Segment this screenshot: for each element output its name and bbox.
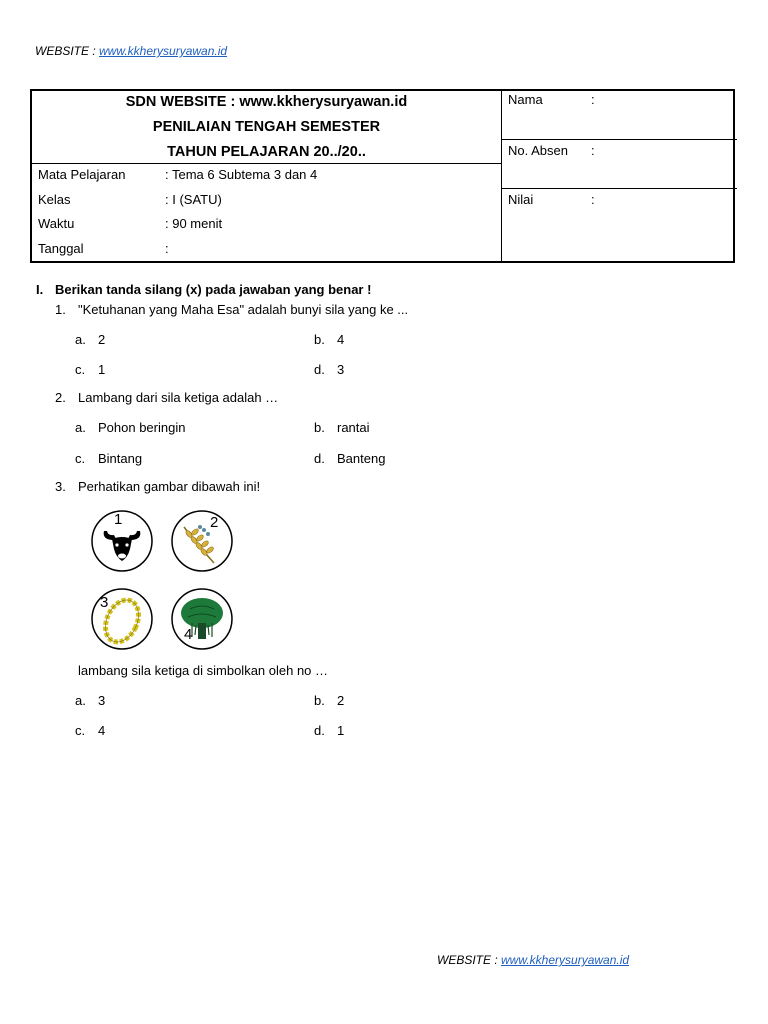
- info-subject: [38, 167, 317, 182]
- info-class: [38, 192, 222, 207]
- info-label: Mata Pelajaran: [38, 167, 126, 182]
- option-text[interactable]: 2: [337, 693, 345, 708]
- option-text[interactable]: 1: [337, 723, 345, 738]
- figure-label: 1: [114, 511, 123, 528]
- info-value: :: [165, 241, 169, 256]
- website-link[interactable]: www.kkherysuryawan.id: [501, 953, 630, 967]
- option-text[interactable]: 2: [98, 332, 106, 347]
- info-label: Tanggal: [38, 241, 84, 256]
- school-title: SDN WEBSITE : www.kkherysuryawan.id: [125, 94, 408, 110]
- option-text[interactable]: rantai: [337, 420, 370, 435]
- website-label: WEBSITE :: [35, 44, 100, 58]
- field-colon: :: [591, 143, 595, 158]
- option-letter[interactable]: c.: [75, 723, 86, 738]
- option-letter[interactable]: c.: [75, 362, 86, 377]
- year-title: TAHUN PELAJARAN 20../20..: [167, 144, 366, 160]
- website-link[interactable]: www.kkherysuryawan.id: [99, 44, 228, 58]
- bull-head-icon: [90, 509, 154, 573]
- question-text: Lambang dari sila ketiga adalah …: [78, 390, 279, 405]
- option-text[interactable]: Pohon beringin: [98, 420, 186, 435]
- option-text[interactable]: Bintang: [98, 451, 143, 466]
- header-rule: [32, 163, 501, 164]
- banyan-tree-icon: [170, 587, 234, 651]
- question-number: 2.: [55, 390, 66, 405]
- option-letter[interactable]: a.: [75, 332, 86, 347]
- exam-header-table: [30, 89, 735, 263]
- option-text[interactable]: 1: [98, 362, 106, 377]
- info-value: : 90 menit: [165, 216, 223, 231]
- field-label: Nilai: [508, 192, 534, 207]
- figure-label: 3: [100, 594, 109, 611]
- option-letter[interactable]: a.: [75, 693, 86, 708]
- question-number: 1.: [55, 302, 66, 317]
- question-text: Perhatikan gambar dibawah ini!: [78, 479, 261, 494]
- info-label: Kelas: [38, 192, 71, 207]
- section-instruction: Berikan tanda silang (x) pada jawaban yang benar !: [55, 282, 372, 297]
- option-text[interactable]: 4: [337, 332, 345, 347]
- chain-icon: [90, 587, 154, 651]
- option-text[interactable]: 3: [98, 693, 106, 708]
- score-field[interactable]: [508, 192, 595, 207]
- absen-field[interactable]: [508, 143, 595, 158]
- option-letter[interactable]: d.: [314, 451, 325, 466]
- figure-label: 4: [184, 626, 193, 643]
- info-value: : Tema 6 Subtema 3 dan 4: [165, 167, 318, 182]
- field-label: Nama: [508, 92, 543, 107]
- info-label: Waktu: [38, 216, 75, 231]
- option-letter[interactable]: b.: [314, 332, 325, 347]
- name-field[interactable]: [508, 92, 595, 107]
- header-divider: [501, 91, 502, 261]
- info-date: [38, 241, 169, 256]
- option-text[interactable]: Banteng: [337, 451, 386, 466]
- rice-cotton-icon: [170, 509, 234, 573]
- option-letter[interactable]: b.: [314, 420, 325, 435]
- question-text: "Ketuhanan yang Maha Esa" adalah bunyi sila yang ke ...: [78, 302, 409, 317]
- field-label: No. Absen: [508, 143, 568, 158]
- question-number: 3.: [55, 479, 66, 494]
- pancasila-symbols-figure: [86, 505, 241, 655]
- info-time: [38, 216, 222, 231]
- option-text[interactable]: 4: [98, 723, 106, 738]
- header-rule: [501, 188, 737, 189]
- info-value: : I (SATU): [165, 192, 222, 207]
- field-colon: :: [591, 92, 595, 107]
- header-rule: [501, 139, 737, 140]
- option-letter[interactable]: d.: [314, 723, 325, 738]
- option-letter[interactable]: a.: [75, 420, 86, 435]
- field-colon: :: [591, 192, 595, 207]
- option-letter[interactable]: c.: [75, 451, 86, 466]
- website-label: WEBSITE :: [437, 953, 502, 967]
- option-text[interactable]: 3: [337, 362, 345, 377]
- section-number: I.: [36, 282, 44, 297]
- option-letter[interactable]: d.: [314, 362, 325, 377]
- question-subtext: lambang sila ketiga di simbolkan oleh no …: [78, 663, 329, 678]
- exam-title: PENILAIAN TENGAH SEMESTER: [152, 119, 381, 135]
- figure-label: 2: [210, 514, 219, 531]
- bottom-website-line: [437, 953, 629, 967]
- top-website-line: [35, 44, 227, 58]
- option-letter[interactable]: b.: [314, 693, 325, 708]
